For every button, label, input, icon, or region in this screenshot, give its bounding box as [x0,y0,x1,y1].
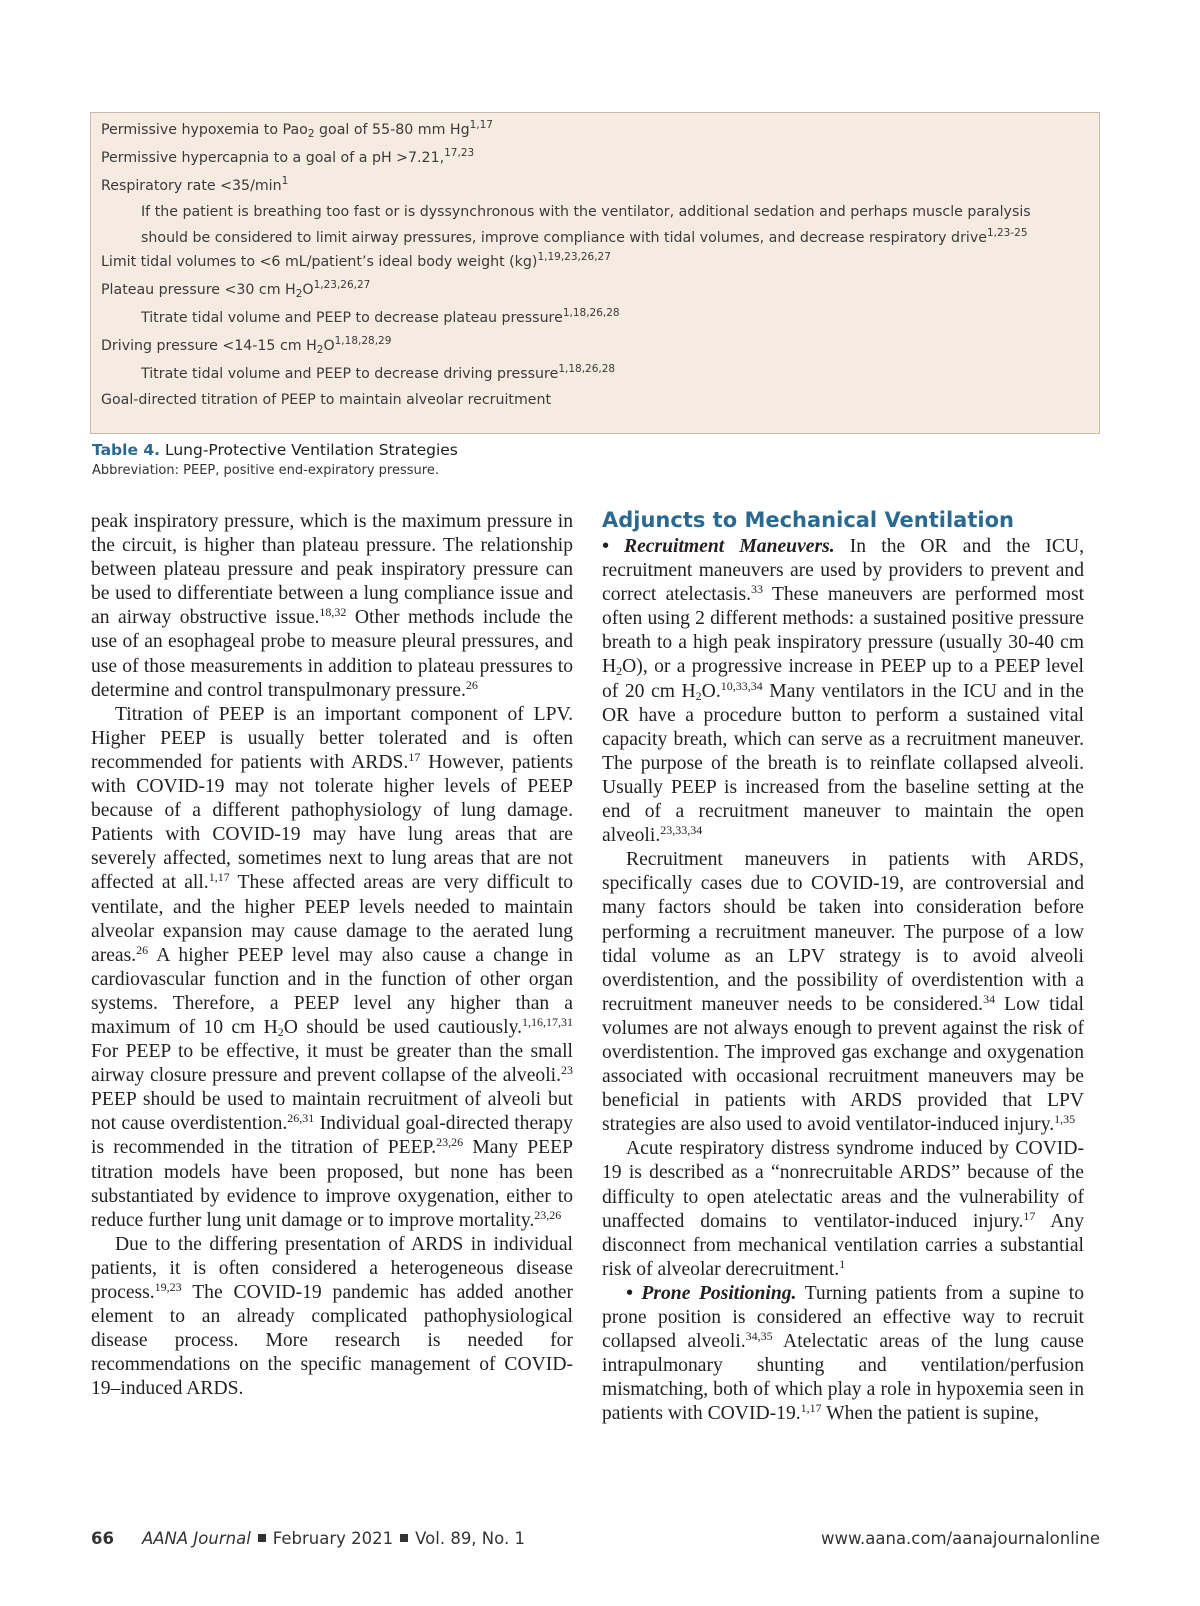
table-row: Titrate tidal volume and PEEP to decrease driving pressure$^{1,18,26,28}$ [141,363,616,382]
separator-square [258,1534,266,1542]
right-column [602,510,1084,1426]
paragraph: peak inspiratory pressure, which is the maximum pressure in the circuit, is higher than plateau pressure. The relationship between plateau pressure and peak inspiratory pressure can be used to differentiate between a lung compliance issue and an airway obstructive issue.$^{18,32}$ Other methods include the use of an esophageal probe to measure pleural pressures, and use of those measurements in addition to plateau pressures to determine and control transpulmonary pressure.$^{26}$ [91,511,573,701]
table-label: Table 4. [92,441,161,459]
page-number: 66 [91,1529,114,1548]
table-abbreviation: Abbreviation: PEEP, positive end-expiratory pressure. [92,463,439,478]
paragraph: • Prone Positioning. Turning patients from a supine to prone position is considered an effective way to recruit collapsed alveoli.$^{34,35}$ Atelectatic areas of the lung cause intrapulmonary shunting and ventilation/perfusion mismatching, both of which play a role in hypoxemia seen in patients with COVID-19.$^{1,17}$ When the patient is supine, [602,1282,1084,1425]
table-row: Plateau pressure <30 cm $H_2O^{1,23,26,27}$ [101,279,371,300]
table-caption [92,441,458,478]
table-row: Permissive hypoxemia to Pao$_2$ goal of 55-80 mm Hg$^{1,17}$ [101,119,493,140]
table-title: Lung-Protective Ventilation Strategies [164,441,458,459]
left-column [91,510,573,1401]
paragraph: Recruitment maneuvers in patients with ARDS, specifically cases due to COVID-19, are controversial and many factors should be taken into consideration before performing a recruitment maneuver. The purpose of a low tidal volume as an LPV strategy is to avoid alveoli overdistention, and the possibility of overdistention with a recruitment maneuver needs to be considered.$^{34}$ Low tidal volumes are not always enough to prevent against the risk of overdistention. The improved gas exchange and oxygenation associated with occasional recruitment maneuvers may be beneficial in patients with ARDS provided that LPV strategies are also used to avoid ventilator-induced injury.$^{1,35}$ [602,849,1084,1136]
table-row: Limit tidal volumes to <6 mL/patient’s ideal body weight (kg)$^{1,19,23,26,27}$ [101,251,611,270]
paragraph: Acute respiratory distress syndrome induced by COVID-19 is described as a “nonrecruitable ARDS” because of the difficulty to open atelectatic areas and the vulnerability of unaffected domains to ventilator-induced injury.$^{17}$ Any disconnect from mechanical ventilation carries a substantial risk of alveolar derecruitment.$^1$ [602,1138,1085,1280]
paragraph: Due to the differing presentation of ARDS in individual patients, it is often considered a heterogeneous disease process.$^{19,23}$ The COVID-19 pandemic has added another element to an already complicated pathophysiological disease process. More research is needed for recommendations on the specific management of COVID-19–induced ARDS. [91,1233,573,1400]
table-row: If the patient is breathing too fast or is dyssynchronous with the ventilator, additional sedation and perhaps muscle paralysis should be considered to limit airway pressures, improve compliance with tidal volumes, and decrease respiratory drive$^{1,23-25}$ [141,204,1031,246]
paragraph: Titration of PEEP is an important component of LPV. Higher PEEP is usually better tolerated and is often recommended for patients with ARDS.$^{17}$ However, patients with COVID-19 may not tolerate higher levels of PEEP because of a different pathophysiology of lung damage. Patients with COVID-19 may have lung areas that are severely affected, sometimes next to lung areas that are not affected at all.$^{1,17}$ These affected areas are very difficult to ventilate, and the higher PEEP levels needed to maintain alveolar expansion may cause damage to the aerated lung areas.$^{26}$ A higher PEEP level may also cause a change in cardiovascular function and in the function of other organ systems. Therefore, a PEEP level any higher than a maximum of 10 cm $H_2O$ should be used cautiously.$^{1,16,17,31}$ For PEEP to be effective, it must be greater than the small airway closure pressure and prevent collapse of the alveoli.$^{23}$ PEEP should be used to maintain recruitment of alveoli but not cause overdistention.$^{26,31}$ Individual goal-directed therapy is recommended in the titration of PEEP.$^{23,26}$ Many PEEP titration models have been proposed, but none has been substantiated by evidence to improve oxygenation, either to reduce further lung unit damage or to improve mortality.$^{23,26}$ [91,703,573,1231]
table-row: Titrate tidal volume and PEEP to decrease plateau pressure$^{1,18,26,28}$ [141,307,620,326]
journal-name: AANA Journal [141,1529,251,1548]
separator-square [400,1534,408,1542]
run-in-heading: • Recruitment Maneuvers. [602,536,835,557]
table-row: Permissive hypercapnia to a goal of a pH >7.21,$^{17,23}$ [101,147,475,166]
volume-info: Vol. 89, No. 1 [415,1529,525,1548]
run-in-heading: • Prone Positioning. [626,1282,797,1304]
paragraph: • Recruitment Maneuvers. In the OR and the ICU, recruitment maneuvers are used by providers to prevent and correct atelectasis.$^{33}$ These maneuvers are performed most often using 2 different methods: a sustained positive pressure breath to a high peak inspiratory pressure (usually 30-40 cm $H_2O$), or a progressive increase in PEEP up to a PEEP level of 20 cm $H_2O.^{10,33,34}$ Many ventilators in the ICU and in the OR have a procedure button to perform a sustained vital capacity breath, which can serve as a recruitment maneuver. The purpose of the breath is to reinflate collapsed alveoli. Usually PEEP is increased from the baseline setting at the end of a recruitment maneuver to maintain the open alveoli.$^{23,33,34}$ [602,536,1085,847]
table-4-box [90,112,1100,434]
table-row: Driving pressure <14-15 cm $H_2O^{1,18,28,29}$ [101,335,392,356]
issue-date: February 2021 [272,1529,394,1548]
table-row: Goal-directed titration of PEEP to maintain alveolar recruitment [101,392,552,408]
journal-url[interactable]: www.aana.com/aanajournalonline [821,1529,1100,1548]
page-footer [91,1529,1100,1548]
table-row: Respiratory rate $<35/\min^1$ [101,175,289,194]
section-heading: Adjuncts to Mechanical Ventilation [602,508,1014,532]
